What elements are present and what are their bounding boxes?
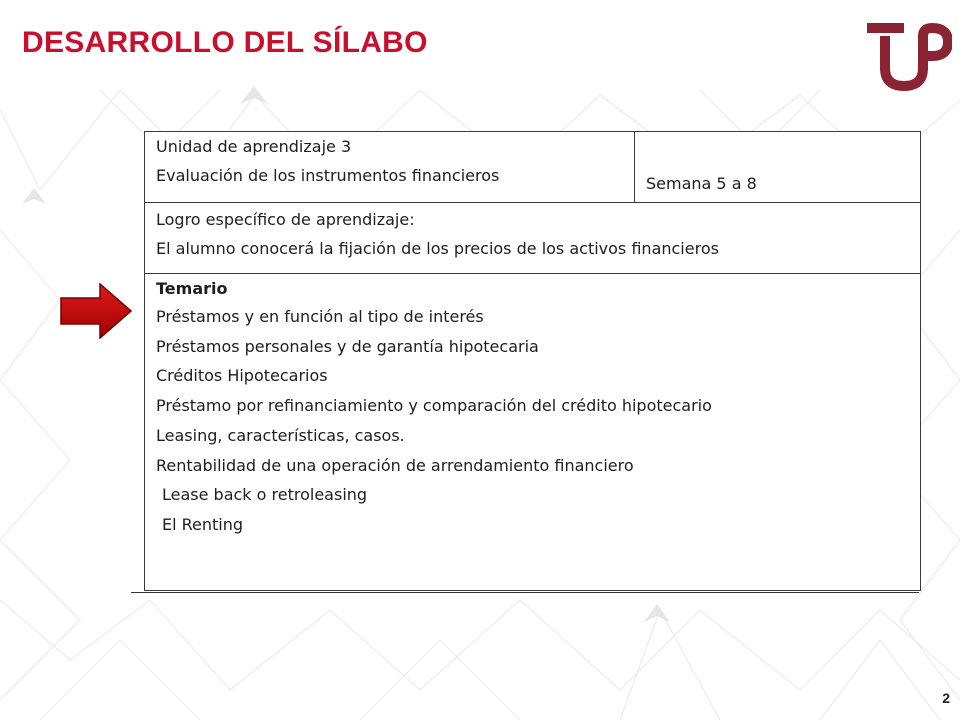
- unit-label: Unidad de aprendizaje 3: [156, 137, 352, 156]
- syllabus-heading: Temario: [156, 279, 228, 298]
- weeks-cell: [635, 132, 921, 203]
- page-title: DESARROLLO DEL SÍLABO: [22, 26, 428, 59]
- unit-cell: [145, 132, 635, 203]
- page-number: 2: [942, 690, 950, 706]
- achievement-cell: [145, 203, 921, 274]
- list-item: Leasing, características, casos.: [156, 425, 405, 445]
- syllabus-cell: [145, 274, 921, 591]
- list-item: Préstamos y en función al tipo de interés: [156, 307, 484, 326]
- right-arrow-icon: [60, 283, 132, 339]
- achievement-label: Logro específico de aprendizaje:: [156, 210, 415, 229]
- list-item: Préstamo por refinanciamiento y comparación del crédito hipotecario: [156, 396, 712, 416]
- list-item: Rentabilidad de una operación de arrendamiento financiero: [156, 455, 634, 475]
- weeks-label: Semana 5 a 8: [646, 174, 757, 193]
- achievement-text: El alumno conocerá la fijación de los precios de los activos financieros: [156, 239, 719, 258]
- list-item: Créditos Hipotecarios: [156, 366, 328, 386]
- list-item: Préstamos personales y de garantía hipotecaria: [156, 336, 539, 356]
- list-item: Lease back o retroleasing: [162, 485, 368, 505]
- utp-logo-icon: [862, 22, 952, 92]
- table-bottom-rule: [131, 592, 919, 593]
- unit-title: Evaluación de los instrumentos financieros: [156, 166, 500, 185]
- list-item: El Renting: [162, 514, 244, 534]
- syllabus-table: [144, 131, 921, 591]
